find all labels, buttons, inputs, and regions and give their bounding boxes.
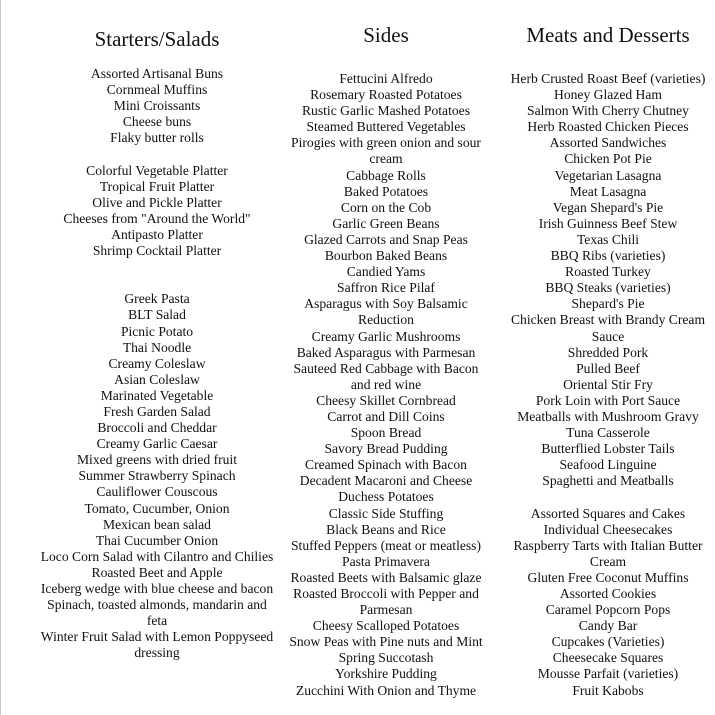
menu-item: Assorted Cookies	[559, 586, 657, 601]
menu-item: Herb Roasted Chicken Pieces	[527, 119, 689, 135]
menu-item: Decadent Macaroni and Cheese	[299, 473, 473, 489]
menu-item: Asian Coleslaw	[114, 371, 200, 387]
menu-item: Cheese buns	[122, 114, 192, 130]
menu-item: Savory Bread Pudding	[324, 441, 448, 457]
menu-item: Individual Cheesecakes	[543, 521, 673, 537]
menu-item: Mousse Parfait (varieties)	[537, 666, 679, 682]
menu-item: Colorful Vegetable Platter	[86, 162, 228, 178]
menu-item: Thai Cucumber Onion	[95, 532, 219, 548]
menu-item: Mexican bean salad	[103, 516, 211, 532]
menu-item: Sauteed Red Cabbage with Bacon and red wine	[293, 360, 479, 392]
menu-item: Summer Strawberry Spinach	[78, 468, 236, 484]
menu-item: Asparagus with Soy Balsamic Reduction	[304, 296, 468, 328]
menu-item: Flaky butter rolls	[110, 130, 204, 146]
menu-item: Shredded Pork	[567, 344, 649, 360]
menu-item: Pirogies with green onion and sour cream	[291, 135, 481, 167]
menu-item: Picnic Potato	[120, 323, 194, 339]
menu-item: Tropical Fruit Platter	[99, 178, 215, 194]
menu-item: Meat Lasagna	[569, 183, 647, 199]
menu-item: Pulled Beef	[576, 360, 640, 376]
column-title: Sides	[363, 23, 409, 47]
menu-item: Classic Side Stuffing	[328, 505, 444, 521]
menu-item: Bourbon Baked Beans	[324, 248, 448, 264]
menu-item: Roasted Beet and Apple	[91, 564, 223, 580]
menu-item: Roasted Broccoli with Pepper and Parmesan	[293, 586, 479, 618]
group-spacer	[39, 259, 275, 291]
menu-item: Glazed Carrots and Snap Peas	[304, 231, 468, 247]
menu-list	[501, 71, 715, 699]
menu-item: Seafood Linguine	[559, 457, 657, 473]
menu-item: Chicken Breast with Brandy Cream Sauce	[510, 312, 706, 344]
menu-item: Creamed Spinach with Bacon	[305, 457, 467, 473]
menu-item: Creamy Garlic Mushrooms	[311, 328, 461, 344]
menu-item: Tomato, Cucumber, Onion	[84, 500, 230, 516]
menu-item: Honey Glazed Ham	[554, 87, 662, 103]
menu-item: Cheeses from "Around the World"	[63, 210, 251, 226]
menu-item: Saffron Rice Pilaf	[337, 280, 435, 296]
menu-item: Marinated Vegetable	[100, 387, 214, 403]
menu-item: Antipasto Platter	[111, 226, 203, 242]
menu-item: Creamy Coleslaw	[108, 355, 206, 371]
menu-list	[286, 71, 486, 699]
menu-item: Spring Succotash	[338, 650, 434, 666]
menu-item: Carrot and Dill Coins	[327, 408, 445, 424]
menu-item: Fresh Garden Salad	[103, 403, 211, 419]
menu-item: Broccoli and Cheddar	[97, 420, 217, 436]
menu-item: Snow Peas with Pine nuts and Mint	[289, 634, 483, 650]
menu-item: Olive and Pickle Platter	[92, 194, 222, 210]
menu-item: Cheesecake Squares	[552, 650, 664, 666]
menu-list	[39, 66, 275, 661]
menu-item: Pasta Primavera	[342, 553, 430, 569]
menu-item: Oriental Stir Fry	[563, 376, 653, 392]
menu-item: Spaghetti and Meatballs	[542, 473, 674, 489]
menu-item: Spinach, toasted almonds, mandarin and feta	[47, 597, 267, 629]
group-spacer	[501, 489, 715, 505]
menu-item: Steamed Buttered Vegetables	[306, 119, 466, 135]
group-spacer	[39, 146, 275, 162]
menu-item: Salmon With Cherry Chutney	[527, 103, 689, 119]
menu-item: Vegan Shepard's Pie	[552, 199, 664, 215]
menu-item: Garlic Green Beans	[332, 215, 440, 231]
menu-item: BBQ Ribs (varieties)	[550, 248, 666, 264]
menu-item: BLT Salad	[128, 307, 186, 323]
menu-item: Yorkshire Pudding	[335, 666, 437, 682]
menu-item: Candied Yams	[346, 264, 426, 280]
column-starters-salads	[39, 0, 275, 715]
menu-item: Assorted Sandwiches	[549, 135, 667, 151]
menu-item: Assorted Artisanal Buns	[90, 66, 224, 81]
menu-item: Mini Croissants	[113, 98, 201, 114]
menu-item: Pork Loin with Port Sauce	[535, 392, 681, 408]
menu-item: Chicken Pot Pie	[564, 151, 652, 167]
menu-item: Winter Fruit Salad with Lemon Poppyseed dressing	[40, 629, 274, 661]
menu-item: Meatballs with Mushroom Gravy	[517, 408, 699, 424]
menu-item: Thai Noodle	[122, 339, 192, 355]
menu-item: Cauliflower Couscous	[96, 484, 218, 500]
menu-item: Shepard's Pie	[571, 296, 645, 312]
menu-item: Texas Chili	[576, 231, 640, 247]
menu-item: Cheesy Scalloped Potatoes	[312, 618, 460, 634]
menu-item: Corn on the Cob	[340, 199, 432, 215]
menu-item: Caramel Popcorn Pops	[545, 602, 671, 618]
menu-item: Creamy Garlic Caesar	[96, 436, 218, 452]
column-title: Starters/Salads	[94, 27, 220, 51]
column-sides	[286, 0, 486, 715]
menu-item: Cornmeal Muffins	[106, 82, 208, 98]
menu-item: Loco Corn Salad with Cilantro and Chilies	[40, 548, 274, 564]
menu-item: Cabbage Rolls	[346, 167, 426, 183]
menu-item: Iceberg wedge with blue cheese and bacon	[40, 581, 274, 596]
menu-item: Tuna Casserole	[566, 425, 650, 441]
menu-item: Rustic Garlic Mashed Potatoes	[301, 103, 470, 119]
menu-item: Mixed greens with dried fruit	[76, 452, 238, 468]
menu-item: Baked Asparagus with Parmesan	[296, 344, 476, 360]
menu-item: Greek Pasta	[124, 291, 190, 307]
menu-item: Baked Potatoes	[343, 183, 429, 199]
menu-item: Roasted Beets with Balsamic glaze	[290, 569, 482, 585]
menu-item: Stuffed Peppers (meat or meatless)	[290, 537, 481, 553]
menu-item: Butterflied Lobster Tails	[541, 441, 675, 457]
menu-item: Duchess Potatoes	[338, 489, 434, 505]
menu-item: Black Beans and Rice	[326, 521, 446, 537]
menu-item: Candy Bar	[578, 618, 638, 634]
menu-item: Shrimp Cocktail Platter	[92, 243, 222, 259]
column-title: Meats and Desserts	[526, 23, 690, 47]
menu-item: BBQ Steaks (varieties)	[545, 280, 671, 296]
menu-item: Zucchini With Onion and Thyme	[295, 682, 477, 698]
menu-item: Roasted Turkey	[565, 264, 651, 280]
menu-item: Rosemary Roasted Potatoes	[310, 87, 462, 103]
menu-item: Cupcakes (Varieties)	[551, 634, 665, 650]
menu-item: Fettucini Alfredo	[339, 71, 433, 86]
menu-item: Raspberry Tarts with Italian Butter Cream	[513, 537, 703, 569]
menu-item: Spoon Bread	[350, 425, 422, 441]
column-meats-desserts	[501, 0, 715, 715]
menu-item: Fruit Kabobs	[572, 682, 644, 698]
menu-item: Cheesy Skillet Cornbread	[316, 392, 456, 408]
menu-item: Vegetarian Lasagna	[554, 167, 662, 183]
menu-item: Herb Crusted Roast Beef (varieties)	[510, 71, 706, 86]
menu-item: Assorted Squares and Cakes	[530, 505, 686, 521]
menu-item: Irish Guinness Beef Stew	[538, 215, 678, 231]
menu-item: Gluten Free Coconut Muffins	[527, 569, 689, 585]
